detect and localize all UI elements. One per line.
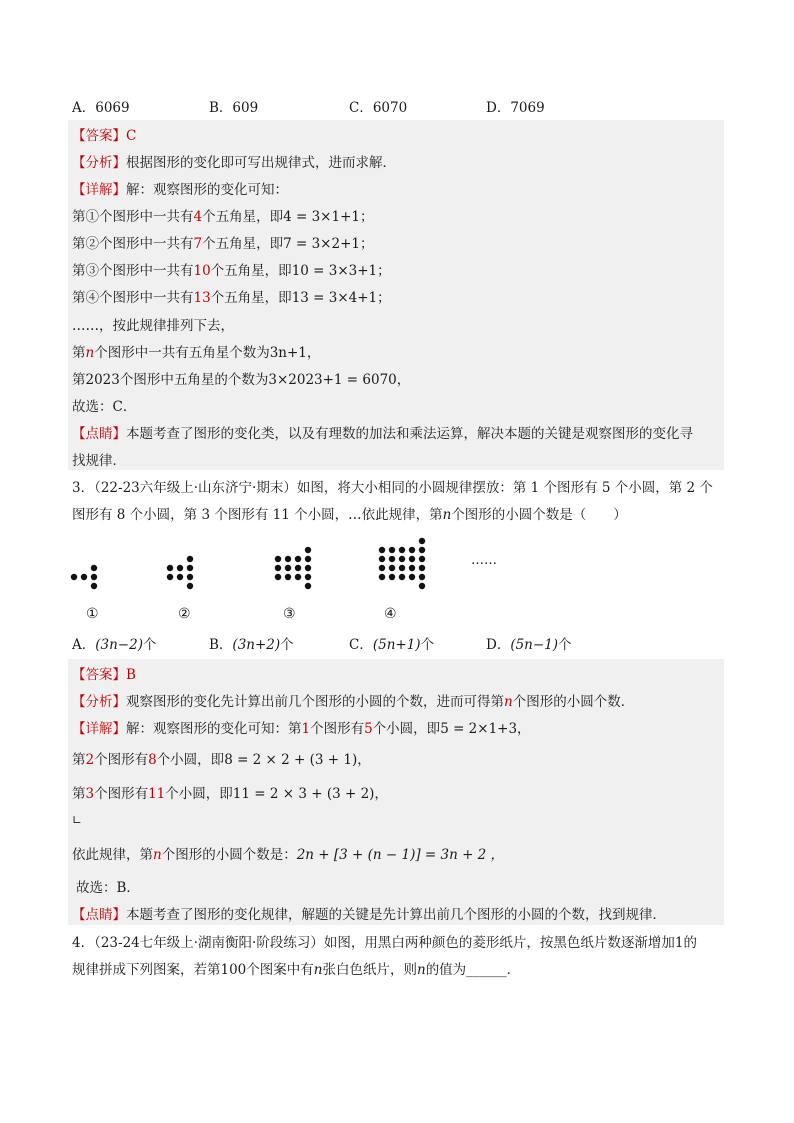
- q3-dot: [187, 565, 193, 571]
- q2-detail: 【详解】解：观察图形的变化可知：: [72, 182, 288, 198]
- q3-dot: [187, 574, 193, 580]
- q3-option-b: B．(3n+2)个: [209, 637, 294, 653]
- q3-dot: [295, 556, 301, 562]
- q3-dot: [419, 538, 425, 544]
- q2-choose: 故选：C．: [72, 399, 137, 415]
- q2-option-d: D．7069: [486, 100, 545, 116]
- q3-dot: [389, 565, 395, 571]
- q2-option-b: B．609: [209, 100, 259, 116]
- q3-dot: [295, 565, 301, 571]
- q3-mark: ∟: [72, 813, 83, 827]
- q3-rule: 依此规律，第n个图形的小圆个数是：2n + [3 + (n − 1)] = 3n + 2 ，: [72, 847, 505, 863]
- q3-dot: [187, 583, 193, 589]
- q2-line-4: 第④个图形中一共有13个五角星，即13 = 3×4+1；: [72, 290, 391, 306]
- q2-answer: 【答案】C: [72, 128, 137, 144]
- q3-dot: [71, 574, 77, 580]
- q2-line-2: 第②个图形中一共有7个五角星，即7 = 3×2+1；: [72, 236, 374, 252]
- q3-dot: [399, 547, 405, 553]
- q3-dot: [275, 565, 281, 571]
- q3-dot: [177, 574, 183, 580]
- q3-dot: [379, 574, 385, 580]
- q3-dot: [275, 556, 281, 562]
- q3-dot: [399, 565, 405, 571]
- q3-dot: [419, 565, 425, 571]
- q3-dot: [389, 556, 395, 562]
- q3-stem-1: 3．（22-23六年级上·山东济宁·期末）如图，将大小相同的小圆规律摆放：第 1 个图形有 5 个小圆，第 2 个: [72, 480, 713, 496]
- q3-dot: [379, 565, 385, 571]
- q3-dot: [409, 556, 415, 562]
- q3-figure-label-2: ②: [178, 606, 191, 622]
- q3-line-3: 第3个图形有11个小圆，即11 = 2 × 3 + (3 + 2)，: [72, 786, 388, 802]
- q3-dot: [91, 565, 97, 571]
- q3-dot: [409, 565, 415, 571]
- q2-line-3: 第③个图形中一共有10个五角星，即10 = 3×3+1；: [72, 263, 391, 279]
- q3-dot: [389, 574, 395, 580]
- q3-dot: [399, 574, 405, 580]
- q3-dot: [167, 574, 173, 580]
- q3-dot: [275, 574, 281, 580]
- q2-option-c: C．6070: [349, 100, 408, 116]
- q2-2023-line: 第2023个图形中五角星的个数为3×2023+1 = 6070，: [72, 372, 411, 388]
- q3-dot: [409, 574, 415, 580]
- q3-stem-2: 图形有 8 个小圆，第 3 个图形有 11 个小圆，…依此规律，第n个图形的小圆个数是（ ）: [72, 507, 627, 523]
- q3-dot: [167, 565, 173, 571]
- q3-dot: [419, 556, 425, 562]
- q4-stem-1: 4．（23-24七年级上·湖南衡阳·阶段练习）如图，用黑白两种颜色的菱形纸片，按黑色纸片数逐渐增加1的: [72, 935, 697, 951]
- q3-answer: 【答案】B: [72, 667, 136, 683]
- q3-option-a: A．(3n−2)个: [72, 637, 157, 653]
- q3-comment: 【点睛】本题考查了图形的变化规律，解题的关键是先计算出前几个图形的小圆的个数，找到规律．: [72, 907, 666, 923]
- q2-option-a: A．6069: [72, 100, 130, 116]
- q2-line-1: 第①个图形中一共有4个五角星，即4 = 3×1+1；: [72, 209, 374, 225]
- q4-stem-2: 规律拼成下列图案，若第100个图案中有n张白色纸片，则n的值为______．: [72, 962, 521, 978]
- q3-option-d: D．(5n−1)个: [486, 637, 572, 653]
- q3-dot: [419, 583, 425, 589]
- q3-dot: [305, 565, 311, 571]
- q3-dot: [305, 574, 311, 580]
- q3-dot: [285, 556, 291, 562]
- q3-dot: [399, 556, 405, 562]
- q3-dot: [389, 547, 395, 553]
- q3-figure-label-3: ③: [283, 606, 296, 622]
- q3-dot: [305, 583, 311, 589]
- q3-dot: [81, 574, 87, 580]
- q3-dot: [419, 547, 425, 553]
- q3-figure-label-1: ①: [86, 606, 99, 622]
- q3-dot: [305, 547, 311, 553]
- q3-dot: [379, 556, 385, 562]
- q3-option-c: C．(5n+1)个: [349, 637, 435, 653]
- q2-comment: 【点睛】本题考查了图形的变化类，以及有理数的加法和乘法运算，解决本题的关键是观察图形的变化寻: [72, 426, 693, 442]
- q3-dot: [285, 565, 291, 571]
- q3-dot: [91, 574, 97, 580]
- q2-comment-2: 找规律．: [72, 453, 126, 469]
- q3-dot: [379, 547, 385, 553]
- q3-dot: [177, 565, 183, 571]
- q3-figure-label-4: ④: [384, 606, 397, 622]
- q3-detail: 【详解】解：观察图形的变化可知：第1个图形有5个小圆，即5 = 2×1+3，: [72, 721, 531, 737]
- q2-analysis: 【分析】根据图形的变化即可写出规律式，进而求解．: [72, 155, 396, 171]
- q3-dot: [419, 574, 425, 580]
- q3-dot: [305, 556, 311, 562]
- q3-dot: [295, 574, 301, 580]
- q3-dot: [285, 574, 291, 580]
- q3-line-2: 第2个图形有8个小圆，即8 = 2 × 2 + (3 + 1)，: [72, 752, 371, 768]
- q2-nth-line: 第n个图形中一共有五角星个数为3n+1，: [72, 345, 321, 361]
- q3-dot: [91, 583, 97, 589]
- q3-dot: [187, 556, 193, 562]
- q2-ellipsis-line: ……，按此规律排列下去，: [72, 318, 234, 334]
- q3-figure-ellipsis: ……: [471, 553, 497, 568]
- q3-dot-figure: [68, 528, 497, 626]
- q3-choose: 故选：B．: [76, 880, 140, 896]
- q3-dot: [409, 547, 415, 553]
- q3-analysis: 【分析】观察图形的变化先计算出前几个图形的小圆的个数，进而可得第n个图形的小圆个数．: [72, 694, 635, 710]
